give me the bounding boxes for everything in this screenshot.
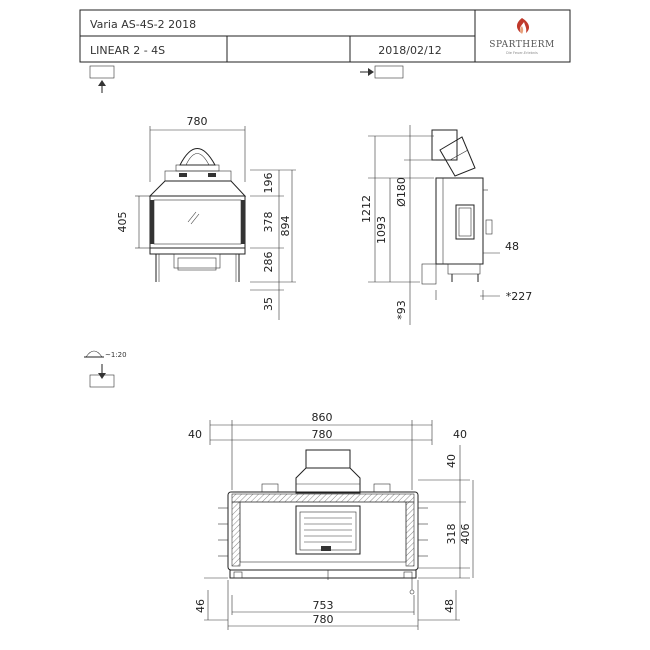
front-dim-286: 286 <box>262 251 275 273</box>
title-block <box>80 10 570 62</box>
plan-dim-40-right: 40 <box>453 428 467 441</box>
side-view <box>360 125 532 325</box>
side-dim-1212: 1212 <box>360 195 373 223</box>
front-left-dim: 405 <box>116 211 129 233</box>
front-width-label: 780 <box>186 115 208 128</box>
brand-tagline: Die Feuer-Erlebnis <box>506 51 538 55</box>
scale-label: ~1:20 <box>105 351 127 359</box>
brand-name: SPARTHERM <box>489 40 555 50</box>
side-dim-flue: Ø180 <box>395 177 408 207</box>
spartherm-flame-icon <box>517 18 529 34</box>
side-dim-93: *93 <box>395 300 408 320</box>
side-dim-48: 48 <box>505 240 519 253</box>
front-dim-196: 196 <box>262 172 275 194</box>
plan-dim-48: 48 <box>443 599 456 613</box>
plan-dim-318: 318 <box>445 523 458 545</box>
front-view-icon <box>90 66 114 93</box>
front-dim-378: 378 <box>262 211 275 233</box>
plan-view-icon <box>90 364 114 387</box>
front-dim-35: 35 <box>262 297 275 311</box>
plan-dim-753: 753 <box>312 599 334 612</box>
plan-dim-780-top: 780 <box>311 428 333 441</box>
side-view-icon <box>360 66 403 78</box>
plan-dim-780-bottom: 780 <box>312 613 334 626</box>
side-dim-1093: 1093 <box>375 216 388 244</box>
plan-dim-406: 406 <box>459 523 472 545</box>
scale-icon <box>84 351 127 359</box>
plan-dim-40-left: 40 <box>188 428 202 441</box>
model-name: Varia AS-4S-2 2018 <box>90 18 197 31</box>
side-dim-227: *227 <box>505 290 533 303</box>
plan-dim-40-right-top: 40 <box>445 454 458 468</box>
front-view <box>116 115 296 320</box>
plan-dim-860: 860 <box>311 411 333 424</box>
plan-view <box>188 411 473 630</box>
plan-dim-46: 46 <box>194 599 207 613</box>
front-dim-894: 894 <box>279 215 292 237</box>
variant-name: LINEAR 2 - 4S <box>90 44 166 57</box>
drawing-date: 2018/02/12 <box>378 44 442 57</box>
